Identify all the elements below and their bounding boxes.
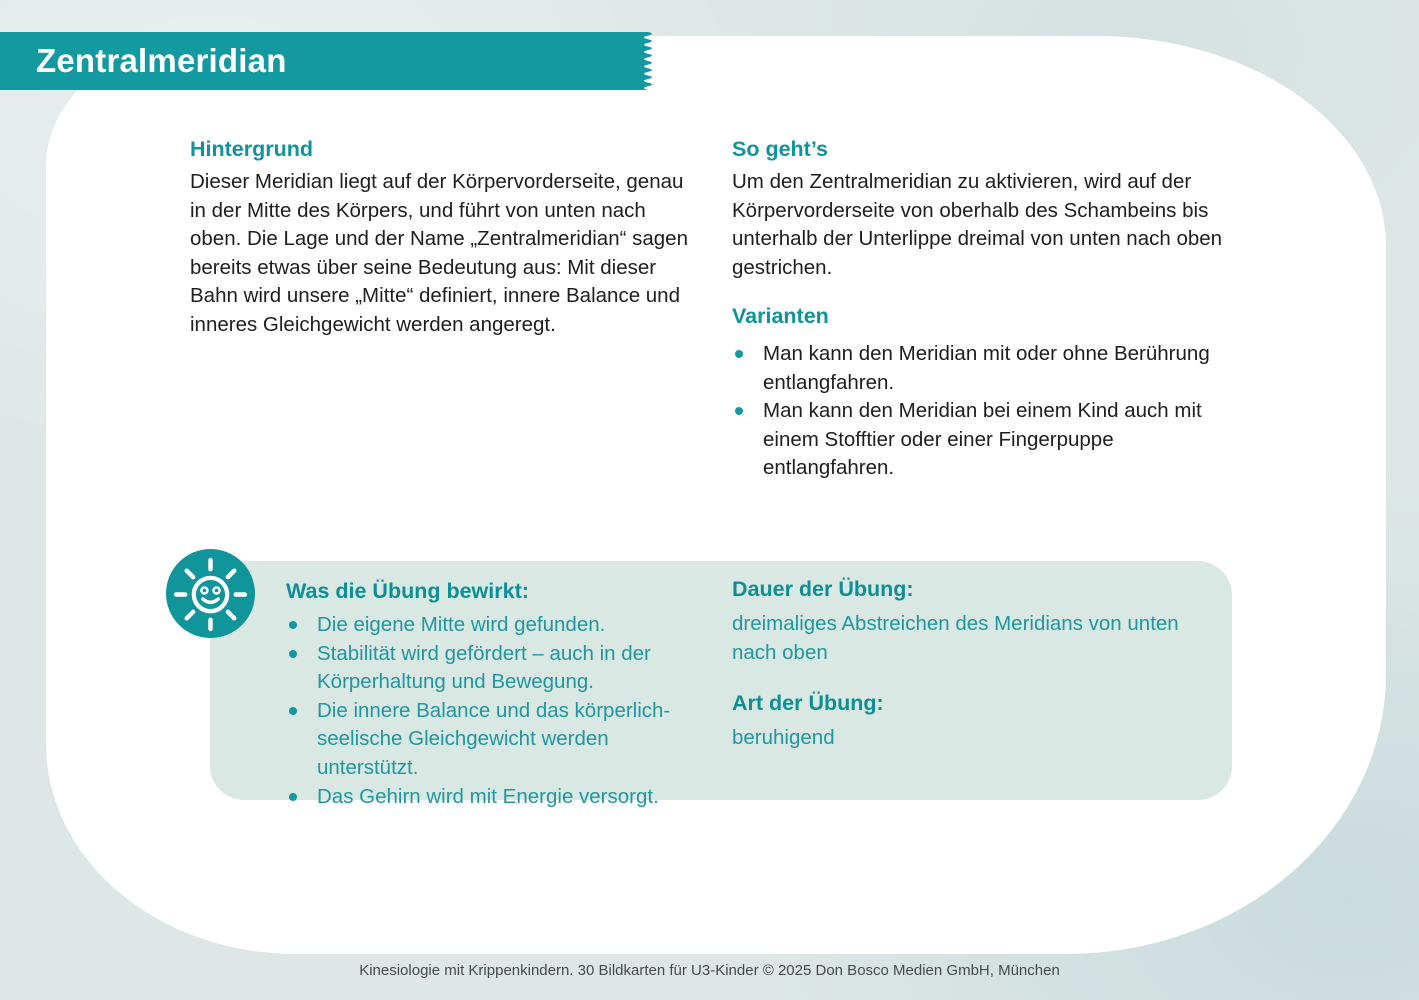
duration-heading: Dauer der Übung:	[732, 577, 914, 601]
title-banner	[0, 32, 658, 90]
exercise-info-box	[210, 561, 1232, 808]
varianten-list	[732, 340, 1224, 483]
so-gehts-heading: So geht’s	[732, 137, 828, 161]
list-item: Man kann den Meridian mit oder ohne Berührung entlangfahren.	[732, 340, 1224, 397]
list-item: Die eigene Mitte wird gefunden.	[286, 611, 678, 640]
type-heading: Art der Übung:	[732, 691, 884, 715]
varianten-heading: Varianten	[732, 304, 829, 328]
footer-credit: Kinesiologie mit Krippenkindern. 30 Bildkarten für U3-Kinder © 2025 Don Bosco Medien GmbH, München	[359, 962, 1060, 979]
sun-smiley-icon	[166, 549, 255, 638]
effects-heading: Was die Übung bewirkt:	[286, 579, 529, 603]
list-item: Die innere Balance und das körperlich-seelische Gleichgewicht werden unterstützt.	[286, 697, 678, 783]
sun-smiley-badge	[166, 549, 255, 638]
list-item: Das Gehirn wird mit Energie versorgt.	[286, 783, 678, 812]
effects-list	[286, 611, 678, 811]
banner-wavy-edge	[634, 32, 658, 90]
list-item: Stabilität wird gefördert – auch in der Körperhaltung und Bewegung.	[286, 640, 678, 697]
page-title: Zentralmeridian	[36, 42, 287, 79]
duration-body: dreimaliges Abstreichen des Meridians von unten nach oben	[732, 612, 1179, 664]
type-body: beruhigend	[732, 726, 835, 749]
so-gehts-body: Um den Zentralmeridian zu aktivieren, wird auf der Körpervorderseite von oberhalb des Schambeins bis unterhalb der Unterlippe dreimal von unten nach oben gestrichen.	[732, 170, 1223, 279]
hintergrund-heading: Hintergrund	[190, 137, 314, 161]
hintergrund-body: Dieser Meridian liegt auf der Körpervorderseite, genau in der Mitte des Körpers, und führt von unten nach oben. Die Lage und der Name „Zentralmeridian“ sagen bereits etwas über seine Bedeutung aus: Mit dieser Bahn wird unsere „Mitte“ definiert, innere Balance und inneres Gleichgewicht werden angeregt.	[190, 170, 688, 336]
title-banner-fill	[0, 32, 634, 90]
list-item: Man kann den Meridian bei einem Kind auch mit einem Stofftier oder einer Fingerpuppe entlangfahren.	[732, 397, 1224, 483]
